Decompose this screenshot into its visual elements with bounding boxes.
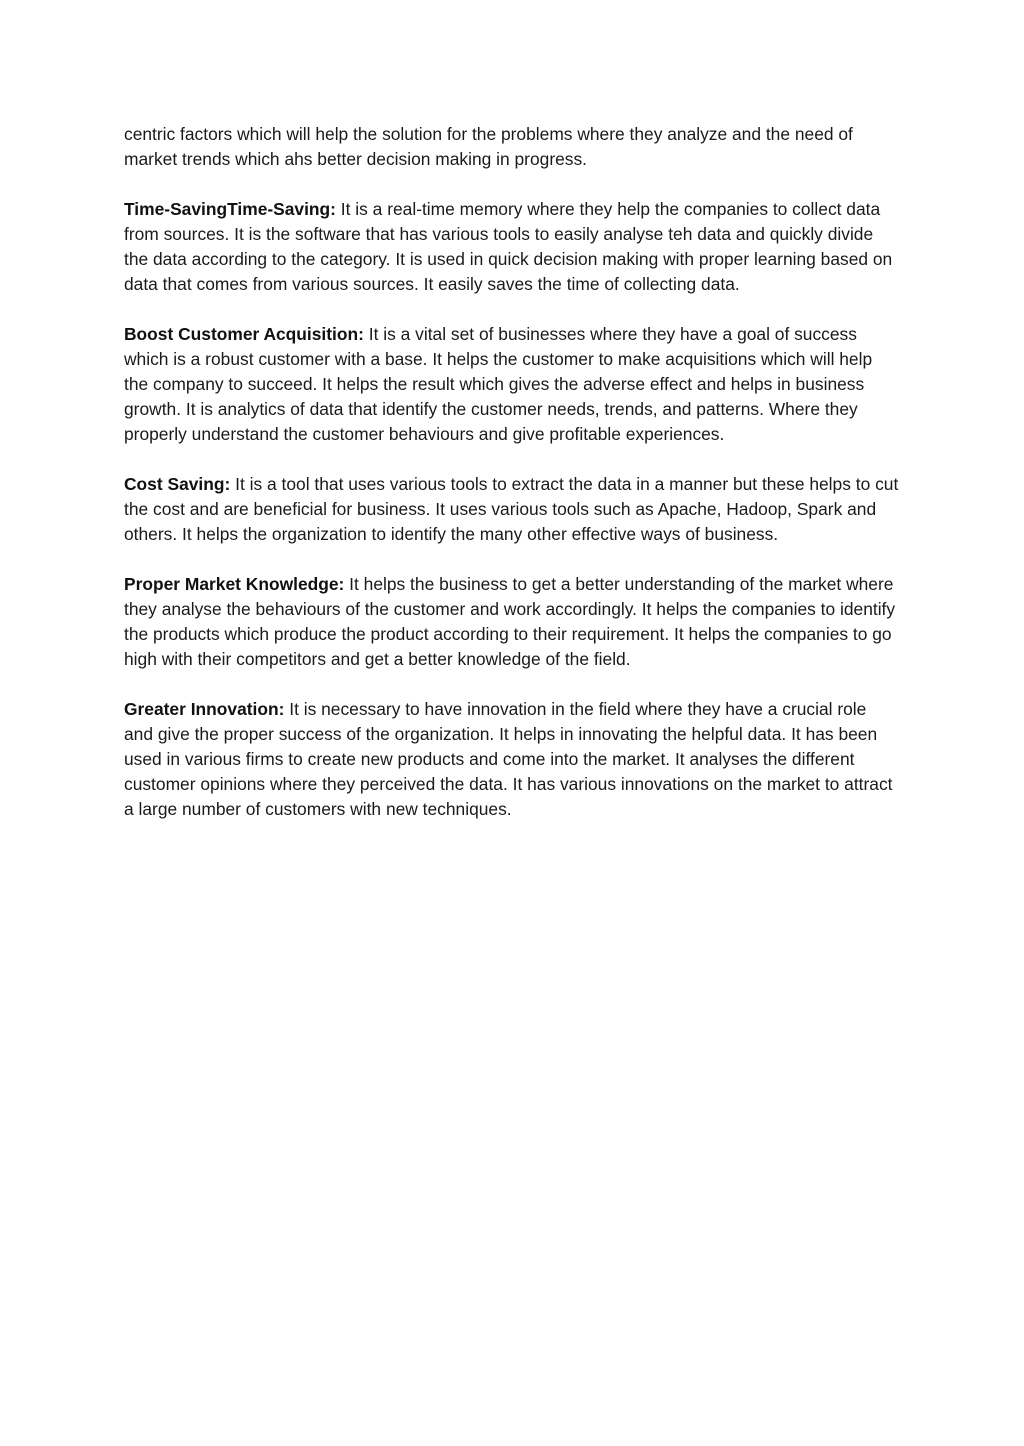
section-body: It is a tool that uses various tools to extract the data in a manner but these helps to cut the cost and are beneficial for business. It uses various tools such as Apache, Hadoop, Spark and others. It helps the organization to identify the many other effective ways of business.: [124, 474, 899, 544]
section-body: It is a real-time memory where they help the companies to collect data from sources. It is the software that has various tools to easily analyse teh data and quickly divide the data according to the category. It is used in quick decision making with proper learning based on data that comes from various sources. It easily saves the time of collecting data.: [124, 199, 893, 294]
section-cost-saving: [124, 472, 900, 547]
section-body: It is a vital set of businesses where they have a goal of success which is a robust customer with a base. It helps the customer to make acquisitions which will help the company to succeed. It helps the result which gives the adverse effect and helps in business growth. It is analytics of data that identify the customer needs, trends, and patterns. Where they properly understand the customer behaviours and give profitable experiences.: [124, 324, 873, 444]
intro-paragraph: centric factors which will help the solution for the problems where they analyze and the need of market trends which ahs better decision making in progress.: [124, 124, 853, 169]
section-proper-market-knowledge: [124, 572, 900, 672]
section-heading: Boost Customer Acquisition:: [124, 324, 364, 344]
section-body: It is necessary to have innovation in the field where they have a crucial role and give the proper success of the organization. It helps in innovating the helpful data. It has been used in various firms to create new products and come into the market. It analyses the different customer opinions where they perceived the data. It has various innovations on the market to attract a large number of customers with new techniques.: [124, 699, 893, 819]
section-greater-innovation: [124, 697, 900, 822]
section-heading: Proper Market Knowledge:: [124, 574, 345, 594]
section-heading: Greater Innovation:: [124, 699, 285, 719]
section-heading: Cost Saving:: [124, 474, 231, 494]
document-body: [124, 122, 900, 847]
section-heading: Time-SavingTime-Saving:: [124, 199, 336, 219]
section-boost-customer-acquisition: [124, 322, 900, 447]
section-time-saving: [124, 197, 900, 297]
section-body: It helps the business to get a better understanding of the market where they analyse the behaviours of the customer and work accordingly. It helps the companies to identify the products which produce the product according to their requirement. It helps the companies to go high with their competitors and get a better knowledge of the field.: [124, 574, 896, 669]
